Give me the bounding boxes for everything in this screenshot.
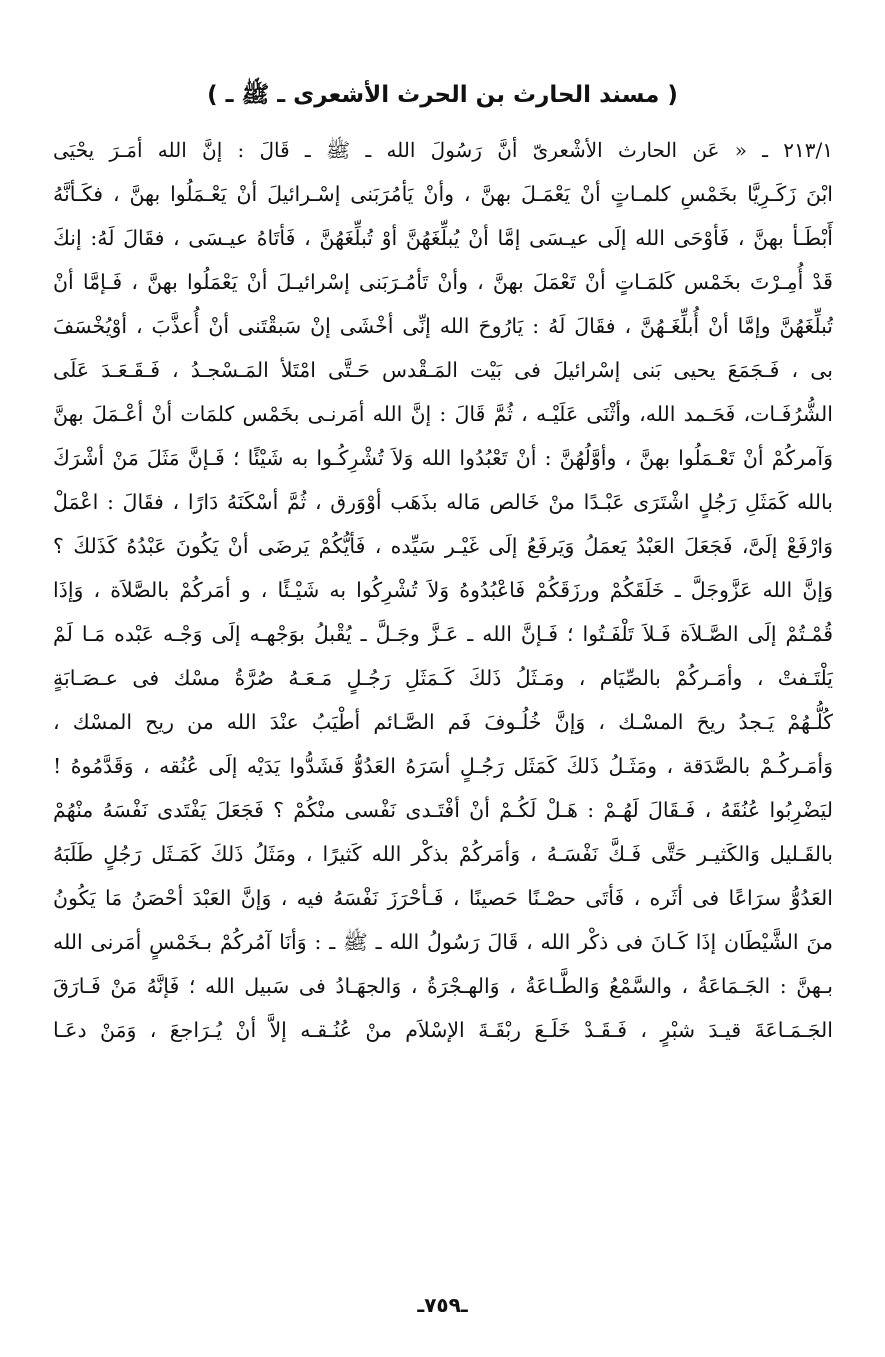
page-number: ـ٧٥٩ـ — [417, 1293, 468, 1317]
text-line: أَبْطَـأ بهنَّ ، فَأوْحَى الله إلَى عيـسَى إمَّا أنْ يُبلِّغَهُنَّ أوْ تُبلِّغَهُنَّ ، فَأتَاهُ عيـسَى ، فقَالَ لَهُ: إنكَ — [53, 226, 833, 250]
text-line: العَدُوُّ سرَاعًا فى أثَره ، فَأتَى حصْـنًا حَصينًا ، فَـأحْرَزَ نَفْسَهُ فيه ، وَإنَّ العَبْدَ أحْصَنُ مَا يَكُونُ — [53, 886, 833, 910]
text-line: وَآمركُمْ أنْ تَعْـمَلُوا بهنَّ ، وأوَّلُهُنَّ : أنْ تَعْبُدُوا الله وَلاَ تُشْرِكُـوا به شَيْئًا ؛ فَـإنَّ مَثَلَ مَنْ أشْرَكَ — [53, 446, 833, 470]
text-line: بى ، فَـجَمَعَ يحيى بَنى إسْرائيلَ فى بَيْت المَـقْدس حَـتَّى امْتَلأ المَـسْجـدُ ، فَـقَـعَـدَ عَلَى — [53, 358, 833, 382]
text-line: تُبلِّغَهُنَّ وإمَّا أنْ أُبلِّغَـهُنَّ ، فقَالَ لَهُ : يَارُوحَ الله إنِّى أخْشَى إنْ سَبقْتَنى أنْ أُعذَّبَ ، أوْيُخْسَفَ — [53, 314, 833, 338]
text-line: وَارْفَعْ إلَىَّ، فَجَعَلَ العَبْدُ يَعمَلُ وَيَرفَعُ إلَى غَيْـر سَيِّده ، فَأيُّكُمْ يَرضَى أنْ يَكُونَ عَبْدُهُ كَذَلكَ ؟ — [53, 534, 833, 558]
text-line: بالله كَمَثَلِ رَجُلٍ اشْتَرَى عَبْـدًا منْ خَالص مَاله بذَهَب أوْوَرق ، ثُمَّ أسْكَنَهُ دَارًا ، فقَالَ : اعْمَلْ — [53, 490, 833, 514]
text-line: بالقَـليل وَالكَثيـر حَتَّى فَـكَّ نَفْسَـهُ ، وَأمَركُمْ بذكْر الله كَثيرًا ، ومَثَلُ ذَلكَ كَمَـثَل رَجُلٍ طَلَبَهُ — [53, 842, 833, 866]
text-line: وَأمَـركُـمْ بالصَّدَقة ، ومَثَـلُ ذَلكَ كَمَثَل رَجُـلٍ أسَرَهُ العَدُوُّ فَشَدُّوا يَدَيْه إلَى عُنُقه ، وَقَدَّمُوهُ ! — [53, 754, 833, 778]
text-line: الجَـمَـاعَةَ قيـدَ شبْرٍ ، فَـقَـدْ خَلَـعَ ربْقَـةَ الإسْلاَم منْ عُنُـقـه إلاَّ أنْ يُـرَاجعَ ، وَمَنْ دعَـا — [53, 1018, 833, 1042]
text-line: بـهنَّ : الجَـمَاعَةُ ، والسَّمْعُ وَالطَّـاعَةُ ، وَالهـجْرَةُ ، وَالجهَـادُ فى سَبيل الله ؛ فَإنَّهُ مَنْ فَـارَقَ — [53, 974, 833, 998]
section-heading: ( مسند الحارث بن الحرث الأشعرى ـ ﷺ ـ ) — [207, 82, 678, 108]
text-line: قَدْ أُمِـرْتَ بخَمْس كَلمَـاتٍ أنْ تَعْمَلَ بهنَّ ، وأنْ تَأمُـرَبَنى إسْرائيـلَ أنْ يَعْمَلُوا بهنَّ ، فَـإمَّا أنْ — [53, 270, 833, 294]
text-line: كُلُّـهُمْ يَـجدُ ريحَ المسْـك ، وَإنَّ خُلُـوفَ فَم الصَّـائم أطْيَبُ عنْدَ الله من ريح المسْك ، — [53, 710, 833, 734]
text-line: يَلْتَـفتْ ، وأمَـركُمْ بالصِّيَام ، ومَـثَلُ ذَلكَ كَـمَثَلِ رَجُـلٍ مَـعَـهُ صُرَّةُ مسْك فى عـصَـابَةٍ — [53, 666, 833, 690]
hadith-body — [53, 128, 833, 1052]
text-line: ليَضْرِبُوا عُنُقَهُ ، فَـقَالَ لَهُـمْ : هَـلْ لَكُـمْ أنْ أفْتَـدى نَفْسى منْكُمْ ؟ فَجَعَلَ يَفْتَدى نَفْسَهُ منْهُمْ — [53, 798, 833, 822]
text-line: قُمْـتُمْ إلَى الصَّـلاَة فَـلاَ تَلْفَـتُوا ؛ فَـإنَّ الله ـ عَـزَّ وجَـلَّ ـ يُقْبلُ بوَجْهـه إلَى وَجْـه عَبْده مَـا لَمْ — [53, 622, 833, 646]
text-line: وَإنَّ الله عَزَّوجَلَّ ـ خَلَقَكُمْ ورزَقَكُمْ فَاعْبُدُوهُ وَلاَ تُشْرِكُوا به شَيْـئًا ، و أمَركُمْ بالصَّلاَة ، وَإذَا — [53, 578, 833, 602]
text-line: الشُّرُفَـات، فَحَـمد الله، وأثْنَى عَلَيْـه ، ثُمَّ قَالَ : إنَّ الله أمَرنـى بخَمْس كلمَات أنْ أعْـمَلَ بهنَّ — [53, 402, 833, 426]
text-line: منَ الشَّيْطَان إذَا كَـانَ فى ذكْر الله ، قَالَ رَسُولُ الله ـ ﷺ ـ : وَأنَا آمُركُمْ بـخَمْسٍ أمَرنى الله — [53, 930, 833, 954]
text-line: ابْنَ زَكَـرِيَّا بخَمْسِ كلمـاتٍ أنْ يَعْمَـلَ بهنَّ ، وأنْ يَأمُرَبَنى إسْـرائيلَ أنْ يَعْـمَلُوا بهنَّ ، فكَـأنَّهُ — [53, 182, 833, 206]
text-line: ٢١٣/١ ـ « عَن الحارث الأشْعرىّ أنَّ رَسُولَ الله ـ ﷺ ـ قَالَ : إنَّ الله أمَـرَ يحْيَى — [53, 138, 833, 162]
